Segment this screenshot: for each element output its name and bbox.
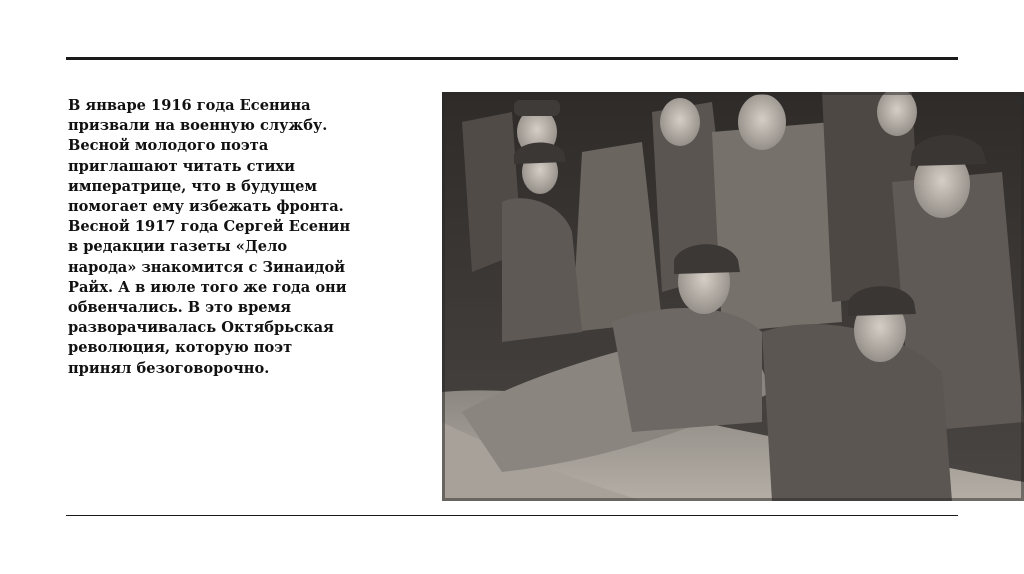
paragraph-line: разворачивалась Октябрьская: [68, 319, 334, 337]
body-paragraph: [68, 96, 398, 379]
paragraph-line: императрице, что в будущем: [68, 177, 318, 195]
paragraph-line: народа» знакомится с Зинаидой: [68, 258, 346, 276]
paragraph-line: помогает ему избежать фронта.: [68, 198, 344, 216]
paragraph-line: Райх. А в июле того же года они: [68, 278, 347, 296]
bottom-divider: [66, 515, 958, 516]
paragraph-line: в редакции газеты «Дело: [68, 238, 288, 256]
historical-photo: [442, 92, 1024, 501]
paragraph-line: приглашают читать стихи: [68, 157, 295, 175]
soldiers-photo-illustration: [442, 92, 1024, 501]
top-divider: [66, 57, 958, 60]
paragraph-line: В январе 1916 года Есенина: [68, 97, 311, 114]
paragraph-line: революция, которую поэт: [68, 339, 293, 357]
paragraph-line: призвали на военную службу.: [68, 117, 328, 135]
paragraph-line: принял безоговорочно.: [68, 359, 270, 377]
paragraph-line: обвенчались. В это время: [68, 299, 292, 317]
paragraph-line: Весной 1917 года Сергей Есенин: [68, 218, 351, 236]
paragraph-line: Весной молодого поэта: [68, 137, 269, 155]
